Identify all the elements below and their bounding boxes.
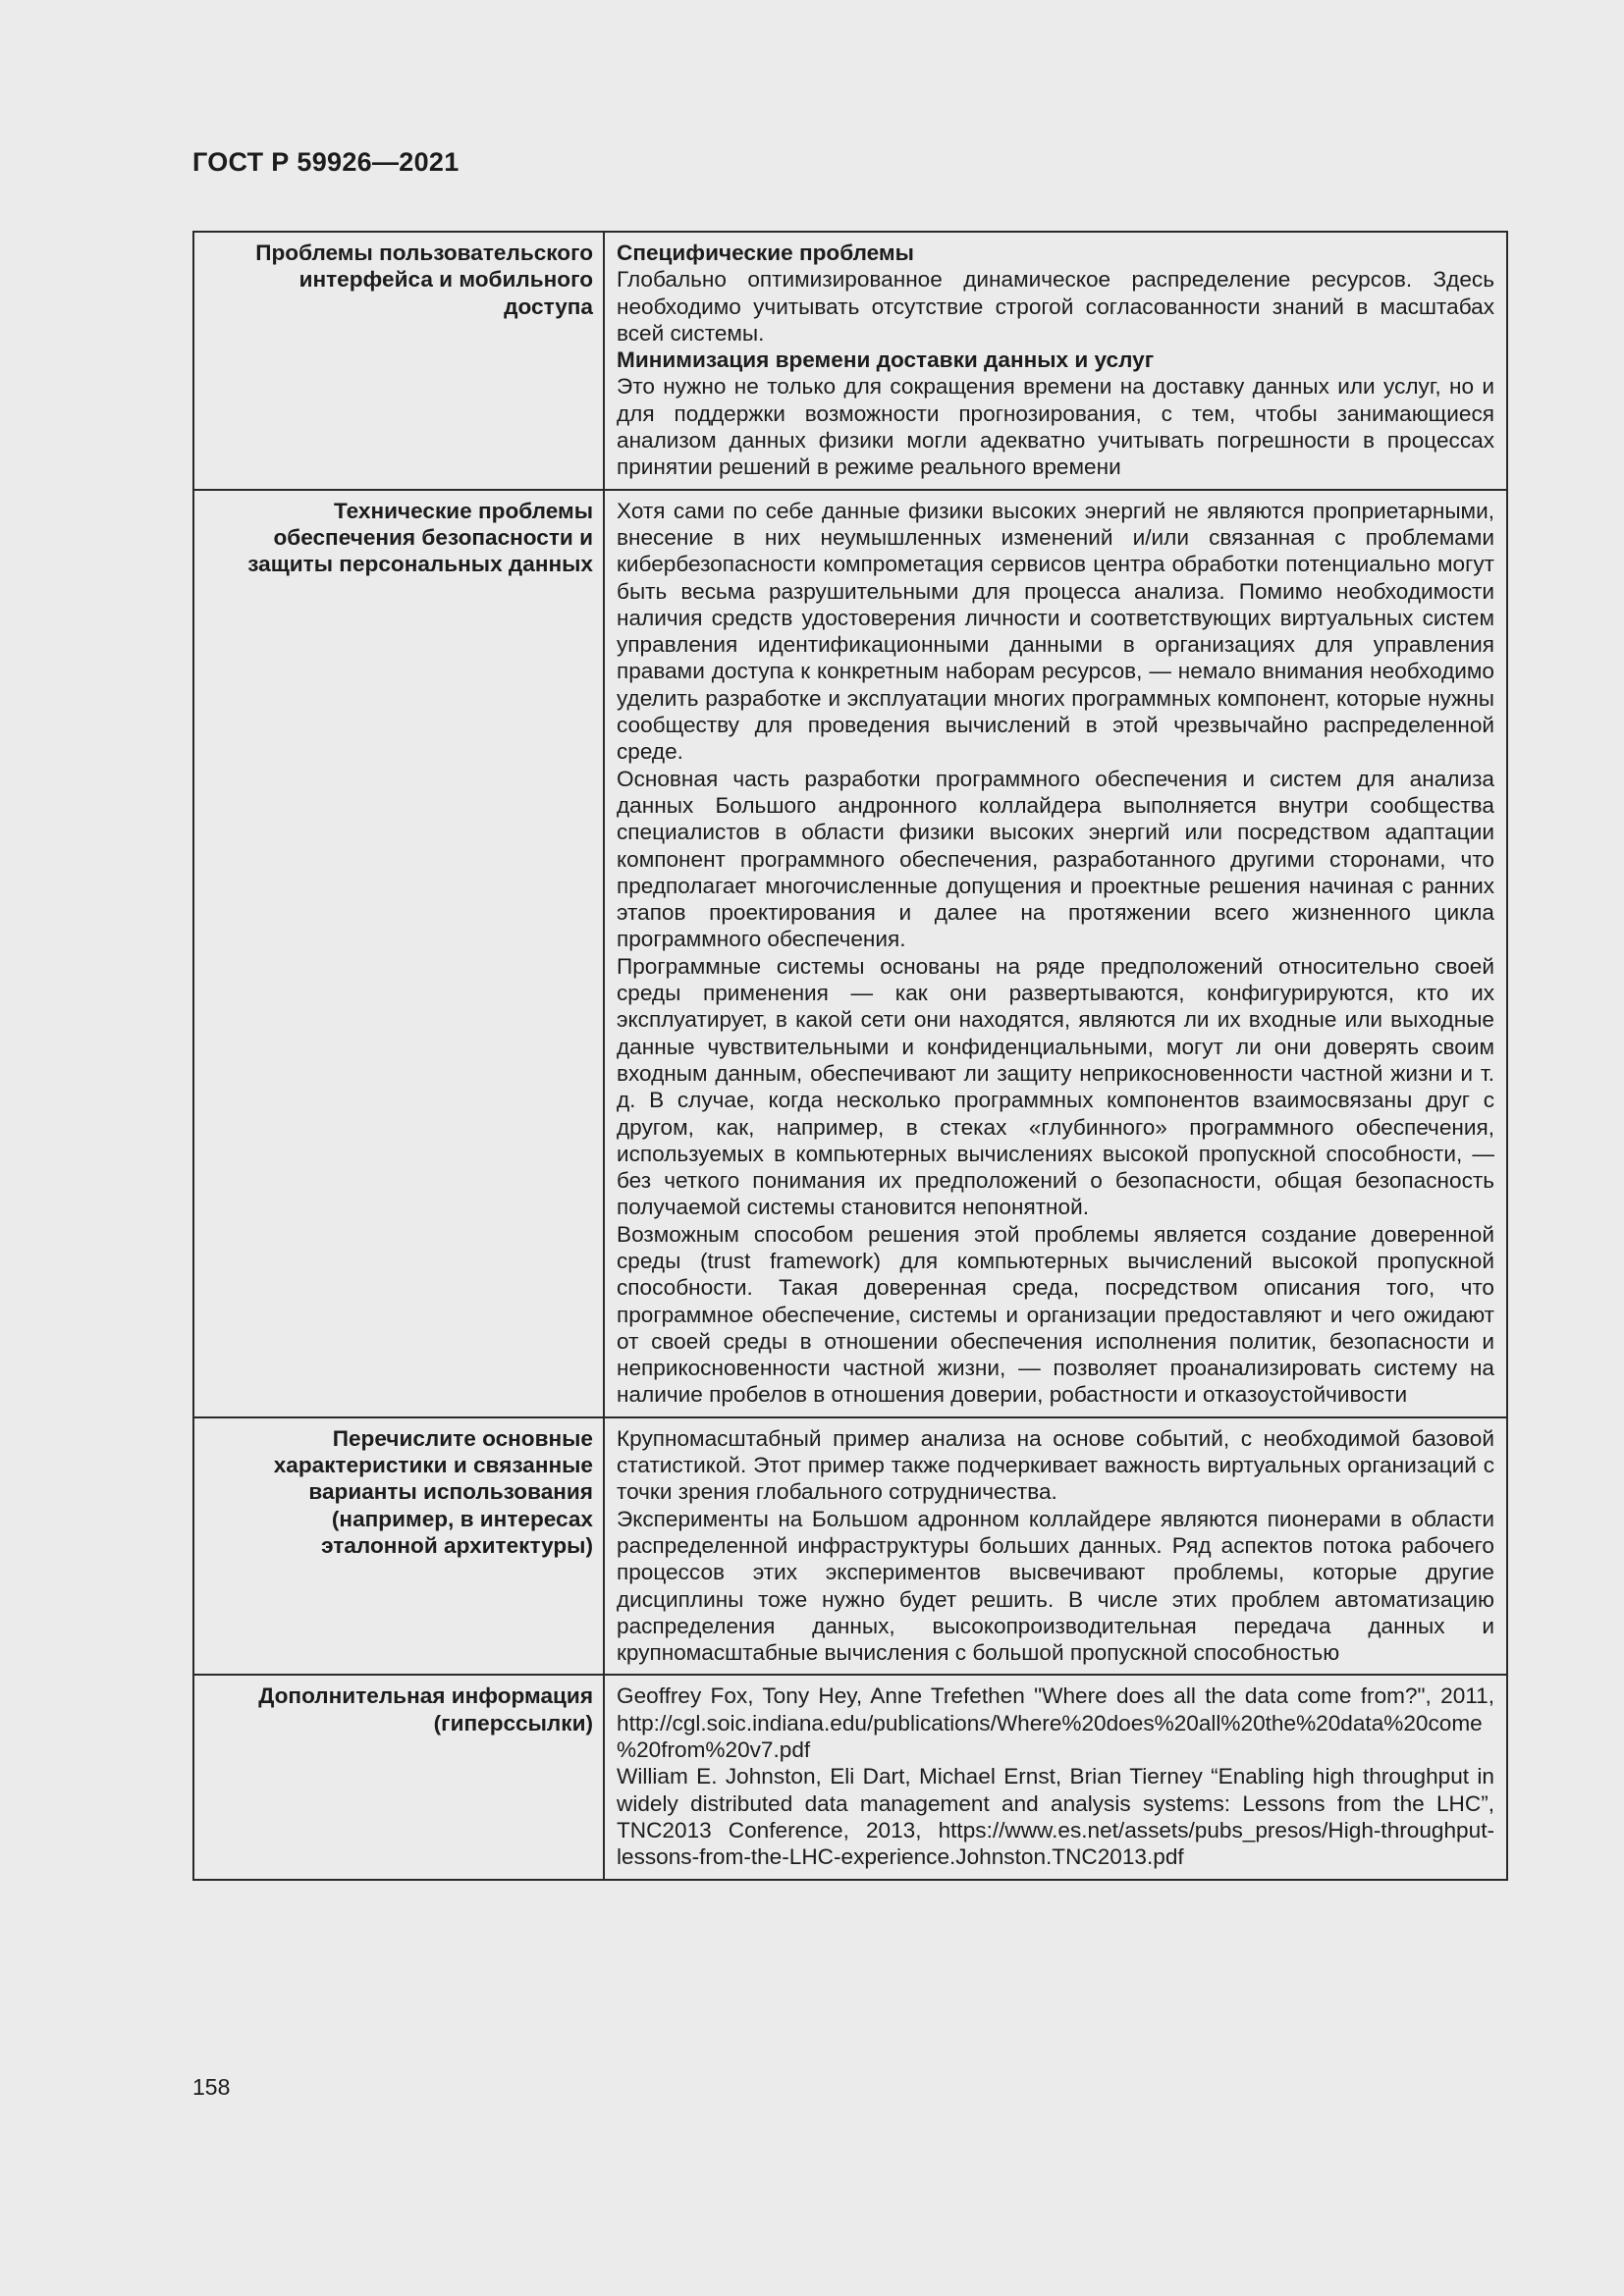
content-paragraph: Это нужно не только для сокращения времени на доставку данных или услуг, но и для поддержки возможности прогнозирования, с тем, чтобы занимающиеся анализом данных физики могли адекватно учитывать погрешности в процессах принятии решений в режиме реального времени bbox=[617, 374, 1494, 480]
row-label-line: интерфейса и мобильного bbox=[298, 267, 593, 293]
row-label-line: Технические проблемы bbox=[333, 498, 593, 523]
row-label-line: эталонной архитектуры) bbox=[321, 1532, 593, 1558]
requirements-table bbox=[192, 231, 1508, 1881]
content-paragraph: Глобально оптимизированное динамическое распределение ресурсов. Здесь необходимо учитывать отсутствие строгой согласованности знаний в масштабах всей системы. bbox=[617, 267, 1494, 346]
row-label-line: (гиперссылки) bbox=[433, 1710, 593, 1735]
row-label-cell bbox=[193, 490, 604, 1417]
row-content-cell bbox=[604, 1675, 1507, 1879]
content-paragraph: Крупномасштабный пример анализа на основе событий, с необходимой базовой статистикой. Этот пример также подчеркивает важность виртуальных организаций с точки зрения глобального сотрудничества. bbox=[617, 1425, 1494, 1505]
content-paragraph: Эксперименты на Большом адронном коллайдере являются пионерами в области распределенной инфраструктуры больших данных. Ряд аспектов потока рабочего процессов этих экспериментов высвечивают проблемы, которые другие дисциплины тоже нужно будет решить. В числе этих проблем автоматизацию распределения данных, высокопроизводительная передача данных и крупномасштабные вычисления с большой пропускной способностью bbox=[617, 1506, 1494, 1666]
table-row bbox=[193, 490, 1507, 1417]
row-label-line: защиты персональных данных bbox=[247, 552, 593, 577]
content-paragraph: Основная часть разработки программного обеспечения и систем для анализа данных Большого андронного коллайдера выполняется внутри сообщества специалистов в области физики высоких энергий или посредством адаптации компонент программного обеспечения, разработанного другими сторонами, что предполагает многочисленные допущения и проектные решения начиная с ранних этапов проектирования и далее на протяжении всего жизненного цикла программного обеспечения. bbox=[617, 766, 1494, 952]
row-label-cell bbox=[193, 1675, 604, 1879]
section-subheading: Специфические проблемы bbox=[617, 240, 914, 265]
content-paragraph: Хотя сами по себе данные физики высоких энергий не являются проприетарными, внесение в них неумышленных изменений и/или связанная с проблемами кибербезопасности компрометация сервисов центра обработки потенциально могут быть весьма разрушительными для процесса анализа. Помимо необходимости наличия средств удостоверения личности и соответствующих виртуальных систем управления идентификационными данными в организациях для управления правами доступа к конкретным наборам ресурсов, — немало внимания необходимо уделить разработке и эксплуатации многих программных компонент, которые нужны сообществу для проведения вычислений в этой чрезвычайно распределенной среде. bbox=[617, 498, 1494, 765]
row-label-line: (например, в интересах bbox=[331, 1506, 593, 1531]
row-label-line: характеристики и связанные bbox=[273, 1453, 593, 1478]
row-label-line: доступа bbox=[504, 294, 593, 319]
content-paragraph: Программные системы основаны на ряде предположений относительно своей среды применения — как они развертываются, конфигурируются, кто их эксплуатирует, в какой сети они находятся, являются ли их входные или выходные данные чувствительными и конфиденциальными, могут ли они доверять своим входным данным, обеспечивают ли защиту неприкосновенности частной жизни и т. д. В случае, когда несколько программных компонентов взаимосвязаны друг с другом, как, например, в стеках «глубинного» программного обеспечения, используемых в компьютерных вычислениях высокой пропускной способности, — без четкого понимания их предположений о безопасности, общая безопасность получаемой системы становится непонятной. bbox=[617, 953, 1494, 1220]
row-label-line: Дополнительная информация bbox=[258, 1683, 593, 1709]
row-label-line: обеспечения безопасности и bbox=[273, 524, 593, 550]
row-label-line: Проблемы пользовательского bbox=[255, 240, 593, 265]
content-paragraph: Geoffrey Fox, Tony Hey, Anne Trefethen "Where does all the data come from?", 2011, http://cgl.soic.indiana.edu/publications/Where%20does%20all%20the%20data%20come%20from%20v7.pdf bbox=[617, 1683, 1494, 1763]
table-row bbox=[193, 232, 1507, 490]
row-label-line: Перечислите основные bbox=[332, 1425, 593, 1451]
content-paragraph: William E. Johnston, Eli Dart, Michael Ernst, Brian Tierney “Enabling high throughput in widely distributed data management and analysis systems: Lessons from the LHC”, TNC2013 Conference, 2013, https://www.es.net/assets/pubs_presos/High-throughput-lessons-from-the-LHC-experience.Johnston.TNC2013.pdf bbox=[617, 1764, 1494, 1870]
row-content-cell bbox=[604, 232, 1507, 490]
page-number: 158 bbox=[192, 2074, 231, 2100]
content-paragraph: Возможным способом решения этой проблемы является создание доверенной среды (trust framework) для компьютерных вычислений высокой пропускной способности. Такая доверенная среда, посредством описания того, что программное обеспечение, системы и организации предоставляют и чего ожидают от своей среды в отношении обеспечения исполнения политик, безопасности и неприкосновенности частной жизни, — позволяет проанализировать систему на наличие пробелов в отношения доверии, робастности и отказоустойчивости bbox=[617, 1221, 1494, 1408]
row-label-line: варианты использования bbox=[308, 1479, 593, 1505]
table-row bbox=[193, 1675, 1507, 1879]
section-subheading: Минимизация времени доставки данных и услуг bbox=[617, 347, 1155, 373]
table-body bbox=[193, 232, 1507, 1880]
row-content-cell bbox=[604, 1417, 1507, 1676]
document-header: ГОСТ Р 59926—2021 bbox=[192, 147, 460, 177]
table-row bbox=[193, 1417, 1507, 1676]
row-label-cell bbox=[193, 1417, 604, 1676]
row-label-cell bbox=[193, 232, 604, 490]
row-content-cell bbox=[604, 490, 1507, 1417]
